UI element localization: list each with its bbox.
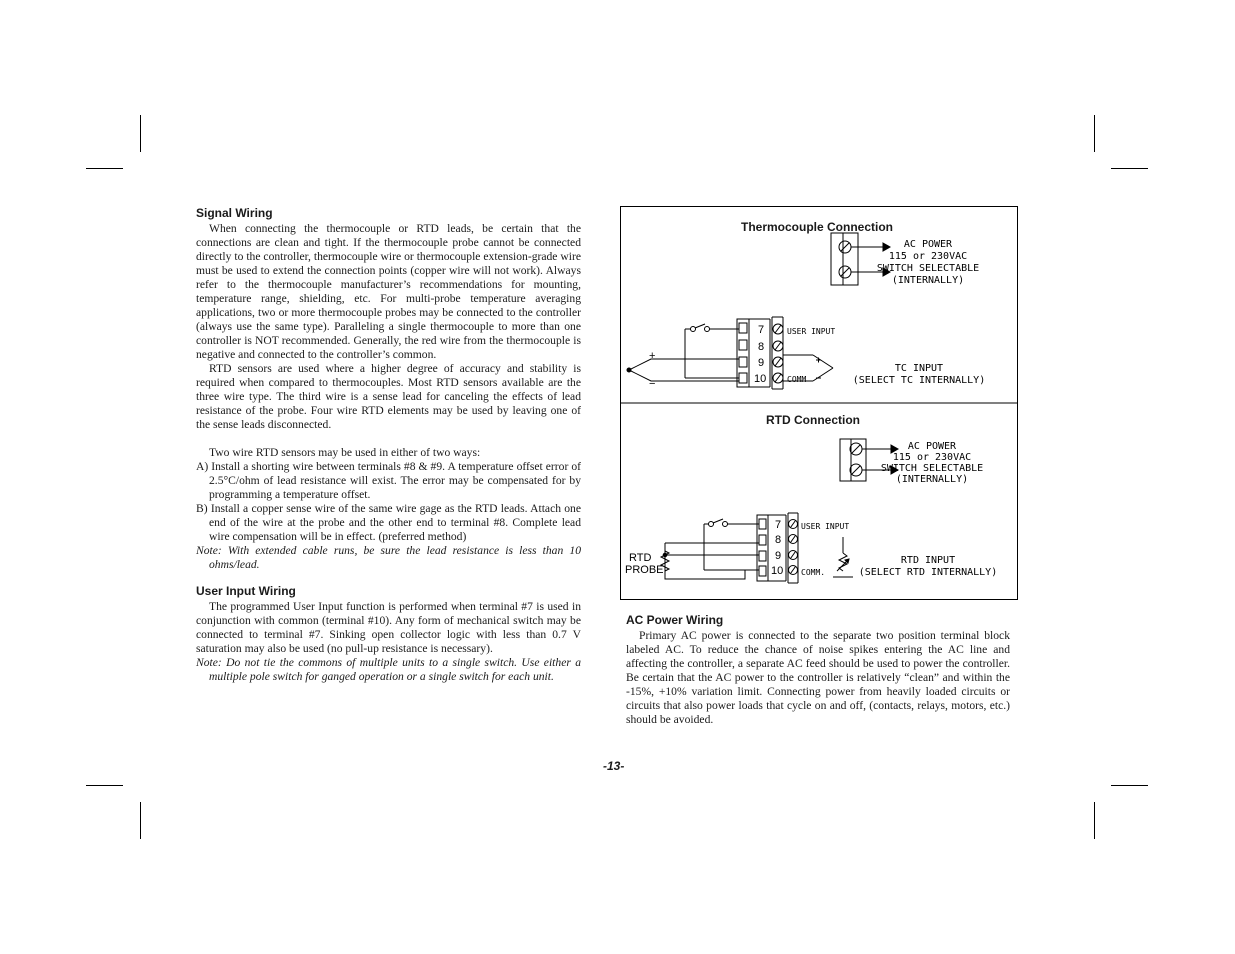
- rtd-terminal-8: 8: [775, 534, 782, 546]
- rtd-terminal-10: 10: [771, 565, 784, 577]
- two-wire-paragraph: Two wire RTD sensors may be used in either of two ways:: [209, 446, 481, 459]
- option-b: B) Install a copper sense wire of the same wire gage as the RTD leads. Attach one end of the wire at the probe and the other end to terminal #8. Complete lead wire compensation will be in effect. (preferred method): [196, 502, 581, 543]
- rtd-input-label-2: (SELECT RTD INTERNALLY): [858, 567, 998, 578]
- signal-wiring-heading: Signal Wiring: [196, 206, 273, 220]
- crop-mark: [140, 115, 141, 152]
- tc-comm-label: COMM: [787, 375, 807, 384]
- crop-mark: [1094, 802, 1095, 839]
- left-column: [196, 206, 581, 684]
- crop-mark: [86, 168, 123, 169]
- tc-ac-power-line-4: (INTERNALLY): [891, 275, 965, 286]
- user-input-heading: User Input Wiring: [196, 584, 296, 598]
- crop-mark: [1111, 168, 1148, 169]
- page-number: -13-: [603, 759, 625, 773]
- wiring-diagram: [620, 206, 1018, 600]
- tc-user-input-label: USER INPUT: [787, 327, 836, 336]
- tc-terminal-8: 8: [758, 341, 765, 353]
- tc-terminal-10: 10: [754, 373, 767, 385]
- ac-power-heading: AC Power Wiring: [626, 613, 724, 627]
- tc-ac-power-line-3: SWITCH SELECTABLE: [876, 263, 980, 274]
- crop-mark: [1094, 115, 1095, 152]
- tc-ac-power-line-2: 115 or 230VAC: [888, 251, 968, 262]
- rtd-user-input-label: USER INPUT: [801, 522, 850, 531]
- rtd-ac-power-line-2: 115 or 230VAC: [892, 452, 972, 463]
- option-a: A) Install a shorting wire between terminals #8 & #9. A temperature offset error of 2.5°C/ohm of lead resistance will exist. The error may be compensated for by programming a temperature offset.: [196, 460, 581, 501]
- rtd-probe-label-1: RTD: [629, 552, 652, 564]
- crop-mark: [1111, 785, 1148, 786]
- rtd-paragraph: RTD sensors are used where a higher degree of accuracy and stability is required when compared to thermocouples. Most RTD sensors available are the three wire type. The third wire is a sense lead for canceling the effects of lead resistance of the probe. Four wire RTD elements may be used by leaving one of the sense leads disconnected.: [196, 362, 581, 431]
- rtd-connection-title: RTD Connection: [766, 413, 860, 427]
- rtd-ac-power-line-3: SWITCH SELECTABLE: [880, 463, 984, 474]
- rtd-input-label-1: RTD INPUT: [900, 555, 956, 566]
- tc-terminal-7: 7: [758, 324, 765, 336]
- wiring-schematic: [621, 207, 1017, 599]
- tc-plus-label: +: [649, 350, 656, 362]
- rtd-ac-power-line-1: AC POWER: [907, 441, 957, 452]
- crop-mark: [140, 802, 141, 839]
- right-column: [626, 613, 1010, 727]
- tc-input-label-1: TC INPUT: [894, 363, 944, 374]
- signal-wiring-paragraph: When connecting the thermocouple or RTD leads, be certain that the connections are clean and tight. If the thermocouple probe cannot be connected directly to the controller, thermocouple wire or thermocouple extension-grade wire must be used to extend the connection points (copper wire will not work). Always refer to the thermocouple manufacturer’s recommendations for mounting, temperature range, shielding, etc. For multi-probe temperature averaging applications, two or more thermocouple probes may be connected to the controller (always use the same type). Paralleling a single thermocouple to more than one controller is NOT recommended. Generally, the red wire from the thermocouple is negative and connected to the controller’s common.: [196, 222, 581, 361]
- rtd-comm-label: COMM.: [801, 568, 826, 577]
- crop-mark: [86, 785, 123, 786]
- tc-connection-title: Thermocouple Connection: [741, 220, 894, 234]
- tc-terminal-9: 9: [758, 357, 765, 369]
- user-input-paragraph: The programmed User Input function is performed when terminal #7 is used in conjunction with common (terminal #10). Any form of mechanical switch may be connected to terminal #7. Sinking open collector logic with less than 0.7 V saturation may also be used (no pull-up resistance is necessary).: [196, 600, 581, 655]
- rtd-terminal-7: 7: [775, 519, 782, 531]
- user-input-note: Note: Do not tie the commons of multiple units to a single switch. Use either a multiple pole switch for ganged operation or a single switch for each unit.: [196, 656, 581, 683]
- tc-input-label-2: (SELECT TC INTERNALLY): [852, 375, 986, 386]
- rtd-probe-label-2: PROBE: [625, 564, 664, 576]
- ac-power-paragraph: Primary AC power is connected to the separate two position terminal block labeled AC. To reduce the chance of noise spikes entering the AC line and affecting the controller, a separate AC feed should be used to power the controller. Be certain that the AC power to the controller is relatively “clean” and within the -15%, +10% variation limit. Connecting power from heavily loaded circuits or circuits that also power loads that cycle on and off, (contacts, relays, motors, etc.) should be avoided.: [626, 629, 1010, 726]
- rtd-ac-power-line-4: (INTERNALLY): [895, 474, 969, 485]
- tc-minus-label: −: [649, 378, 656, 390]
- signal-note: Note: With extended cable runs, be sure the lead resistance is less than 10 ohms/lead.: [196, 544, 581, 571]
- tc-ac-power-line-1: AC POWER: [903, 239, 953, 250]
- rtd-terminal-9: 9: [775, 550, 782, 562]
